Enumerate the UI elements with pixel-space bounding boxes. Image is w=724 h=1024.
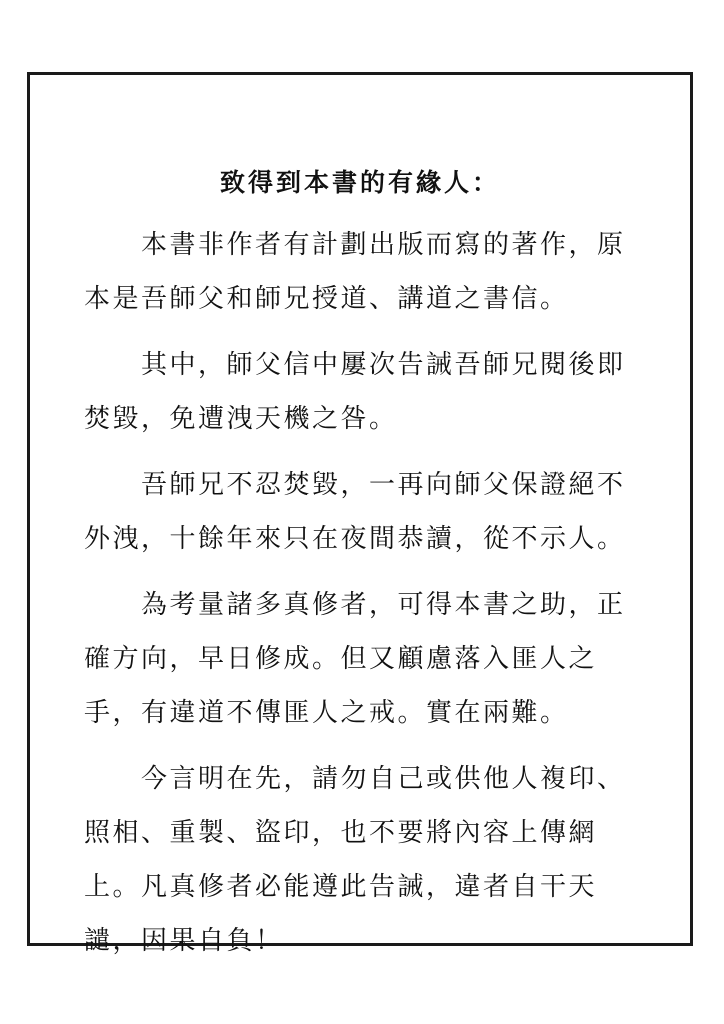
paragraph-4: 為考量諸多真修者，可得本書之助，正確方向，早日修成。但又顧慮落入匪人之手，有違道不傳匪人之戒。實在兩難。	[84, 590, 626, 728]
notice-body	[84, 218, 644, 980]
paragraph-2: 其中，師父信中屢次告誡吾師兄閱後即焚毀，免遭洩天機之咎。	[84, 350, 626, 434]
paragraph-1: 本書非作者有計劃出版而寫的著作，原本是吾師父和師兄授道、講道之書信。	[84, 230, 626, 314]
notice-title: 致得到本書的有緣人：	[219, 168, 500, 197]
paragraph-3: 吾師兄不忍焚毀，一再向師父保證絕不外洩，十餘年來只在夜間恭讀，從不示人。	[84, 470, 626, 554]
paragraph-5: 今言明在先，請勿自己或供他人複印、照相、重製、盜印，也不要將內容上傳網上。凡真修者必能遵此告誡，違者自干天譴，因果自負！	[84, 764, 626, 956]
page-border-frame	[27, 72, 693, 956]
